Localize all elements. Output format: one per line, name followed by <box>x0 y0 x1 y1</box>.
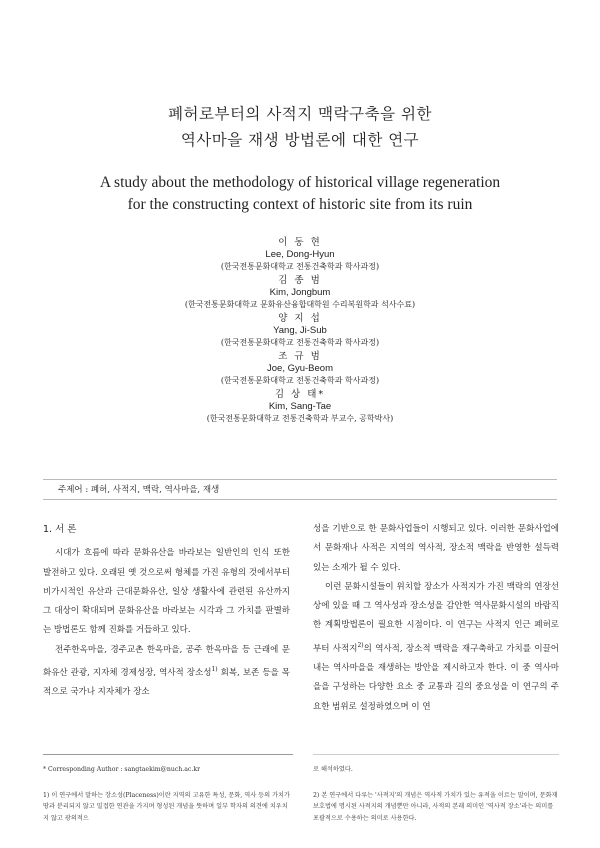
english-title-line-1: A study about the methodology of historical village regeneration <box>99 174 501 191</box>
author-name-english: Kim, Jongbum <box>269 287 331 298</box>
author-name-korean: 김 상 태* <box>274 389 326 400</box>
author-affiliation: (한국전통문화대학교 전통건축학과 학사과정) <box>220 262 380 271</box>
footnote-divider <box>43 754 293 755</box>
author-name-english: Joe, Gyu-Beom <box>267 363 333 374</box>
author-name-korean: 양 지 섭 <box>278 313 322 324</box>
author-name-korean: 조 규 범 <box>278 351 322 362</box>
body-paragraph: 성을 기반으로 한 문화사업들이 시행되고 있다. 이러한 문화사업에서 문화재나 사적은 지역의 역사적, 장소적 맥락을 반영한 설득력 있는 소재가 될 수 있다. <box>313 524 559 573</box>
author-name-english: Yang, Ji-Sub <box>273 325 327 336</box>
footnote-2: 2) 본 연구에서 다루는 '사적지'의 개념은 역사적 가치가 있는 유적을 이르는 말이며, 문화재보호법에 명시된 사적지의 개념뿐만 아니라, 사적의 본래 의미인 '역사적 장소'라는 의미를 포괄적으로 수용하는 의미로 사용한다. <box>313 791 558 822</box>
korean-title <box>0 101 600 153</box>
corresponding-author-note: * Corresponding Author : sangtaekim@nuch.ac.kr <box>43 766 201 773</box>
footnote-1: 1) 이 연구에서 말하는 장소성(Placeness)이란 지역의 고유한 특성, 문화, 역사 등의 가치가 땅과 분리되지 않고 밀접한 연관을 가지며 형성된 개념을 뜻하며 일부 학자의 의견에 치우치지 않고 광의적으 <box>43 791 291 822</box>
right-column <box>313 520 559 717</box>
left-column <box>43 520 290 703</box>
author-block <box>0 350 600 387</box>
author-name-english: Lee, Dong-Hyun <box>265 249 335 260</box>
footnotes-right <box>313 764 559 829</box>
author-block <box>0 312 600 349</box>
english-title-line-2: for the constructing context of historic site from its ruin <box>127 196 473 213</box>
keywords-box: 주제어 : 폐허, 사적지, 맥락, 역사마을, 재생 <box>43 479 557 500</box>
body-text: 의 역사적, 장소적 맥락을 재구축하고 가치를 이끌어내는 역사마을을 재생하는 방안을 제시하고자 한다. 이 중 역사마을을 구성하는 다양한 요소 중 교통과 길의 중요성을 이 연구의 주요한 범위로 설정하였으며 이 연 <box>313 643 559 712</box>
author-affiliation: (한국전통문화대학교 문화유산융합대학원 수리복원학과 석사수료) <box>184 300 416 309</box>
author-name-english: Kim, Sang-Tae <box>268 401 332 412</box>
author-list <box>0 236 600 426</box>
body-text: 전주한옥마을, 경주교촌 한옥마을, 공주 한옥마을 등 근래에 문화유산 관광, 지자체 경제성장, 역사적 장소성 <box>43 644 290 678</box>
author-name-korean: 이 동 현 <box>278 237 322 248</box>
body-paragraph <box>313 578 559 717</box>
body-text: 이런 문화시설들이 위치할 장소가 사적지가 가진 맥락의 연장선상에 있을 때 그 역사성과 장소성을 감안한 역사문화시설의 바람직한 계획방법론이 필요한 시점이다. 이 연구는 사적지 인근 폐허로부터 사적지 <box>313 581 559 654</box>
author-affiliation: (한국전통문화대학교 전통건축학과 학사과정) <box>220 376 380 385</box>
author-name-korean: 김 종 범 <box>278 275 322 286</box>
english-title <box>0 172 600 216</box>
footnote-divider <box>313 754 559 755</box>
section-heading: 1. 서 론 <box>43 524 77 535</box>
author-affiliation: (한국전통문화대학교 전통건축학과 학사과정) <box>220 338 380 347</box>
body-text: 회복, 보존 등을 목적으로 국가나 지자체가 장소 <box>43 667 290 698</box>
korean-title-line-1: 폐허로부터의 사적지 맥락구축을 위한 <box>168 105 432 123</box>
author-block <box>0 236 600 273</box>
korean-title-line-2: 역사마을 재생 방법론에 대한 연구 <box>180 131 420 149</box>
footnote-marker[interactable]: 2) <box>357 641 364 649</box>
body-paragraph <box>43 641 290 703</box>
author-block <box>0 274 600 311</box>
author-affiliation: (한국전통문화대학교 전통건축학과 부교수, 공학박사) <box>206 414 394 423</box>
author-block <box>0 388 600 425</box>
footnotes-left <box>43 764 293 829</box>
body-paragraph: 시대가 흐름에 따라 문화유산을 바라보는 일반인의 인식 또한 발전하고 있다. 오래된 옛 것으로써 형체를 가진 유형의 것에서부터 비가시적인 유산과 근대문화유산, 일상 생활사에 관련된 유산까지 그 대상이 확대되며 문화유산을 바라보는 시각과 그 가치를 판별하는 방법론도 함께 진화를 거듭하고 있다. <box>43 548 290 636</box>
footnote-1-continued: 로 해석하였다. <box>313 766 353 773</box>
footnote-marker[interactable]: 1) <box>211 666 218 674</box>
